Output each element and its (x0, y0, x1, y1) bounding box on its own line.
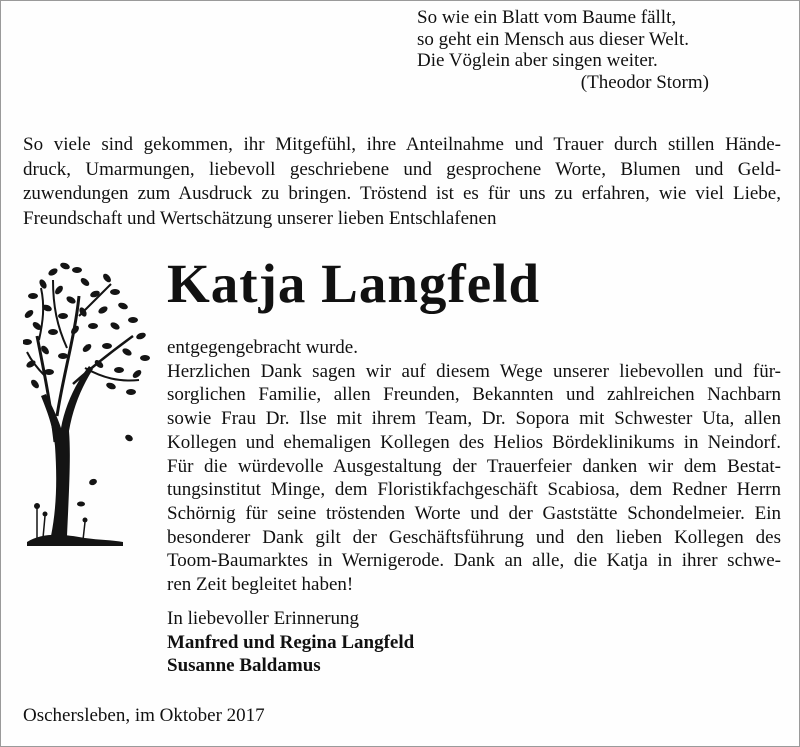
closing-text: In liebevoller Erinnerung (167, 608, 360, 629)
signatory-name: Manfred und Regina Langfeld (167, 631, 415, 653)
poem-line: so geht ein Mensch aus dieser Welt. (417, 28, 689, 50)
signatory-name: Susanne Baldamus (167, 655, 321, 676)
body-line: Kollegen und ehemaligen Kollegen des Helios Bördeklinikums in Neindorf. (167, 431, 781, 453)
poem-quote (417, 7, 777, 93)
body-line: sorglichen Familie, allen Freunden, Bekannten und zahlreichen Nachbarn (167, 384, 781, 406)
body-line: sowie Frau Dr. Ilse mit ihrem Team, Dr. Sopora mit Schwester Uta, allen (167, 408, 781, 430)
intro-line: So viele sind gekommen, ihr Mitgefühl, ihre Anteilnahme und Trauer durch stillen Hände- (23, 134, 781, 155)
deceased-name: Katja Langfeld (167, 253, 541, 314)
place-date: Oschersleben, im Oktober 2017 (23, 705, 265, 726)
intro-line: druck, Umarmungen, liebevoll geschriebene und gesprochene Worte, Blumen und Geld- (23, 158, 781, 180)
thanks-paragraph (167, 336, 781, 597)
body-line: ren Zeit begleitet haben! (167, 574, 354, 596)
intro-paragraph (23, 133, 781, 231)
poem-line: So wie ein Blatt vom Baume fällt, (417, 7, 677, 28)
poem-author: (Theodor Storm) (580, 71, 709, 93)
body-line: tungsinstitut Minge, dem Floristikfachgeschäft Scabiosa, dem Redner Herrn (167, 479, 781, 501)
body-line: Toom-Baumarktes in Wernigerode. Dank an alle, die Katja in ihrer schwe- (167, 550, 781, 572)
poem-line: Die Vöglein aber singen weiter. (417, 50, 658, 71)
body-line: Herzlichen Dank sagen wir auf diesem Wege unserer liebevollen und für- (167, 360, 781, 382)
tree-icon (23, 256, 151, 546)
body-line: besonderer Dank gilt der Geschäftsführung und den lieben Kollegen des (167, 526, 781, 548)
body-line: Schörnig für seine tröstenden Worte und der Gaststätte Schondelmeier. Ein (167, 502, 781, 524)
body-line: entgegengebracht wurde. (167, 337, 358, 358)
intro-line: Freundschaft und Wertschätzung unserer lieben Entschlafenen (23, 207, 497, 229)
intro-line: zuwendungen zum Ausdruck zu bringen. Tröstend ist es für uns zu erfahren, wie viel Liebe, (23, 183, 781, 204)
body-line: Für die würdevolle Ausgestaltung der Trauerfeier danken wir dem Bestat- (167, 455, 781, 477)
signature-block (167, 607, 567, 678)
